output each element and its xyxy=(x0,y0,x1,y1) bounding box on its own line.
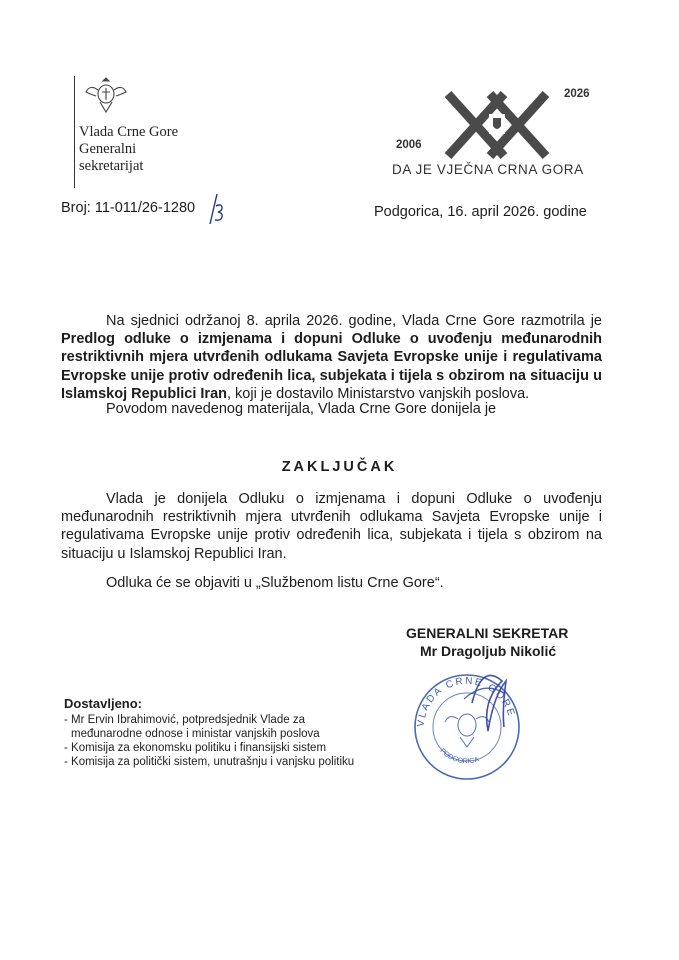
body-paragraph-publication: Odluka će se objaviti u „Službenom listu Crne Gore“. xyxy=(106,575,444,591)
reference-number: Broj: 11-011/26-1280 xyxy=(61,200,196,216)
handwritten-suffix xyxy=(203,190,225,226)
intro-end: , koji je dostavilo Ministarstvo vanjskih poslova. xyxy=(227,385,530,402)
seal-text: VLADA CRNE GORE xyxy=(415,675,517,728)
svg-text:PODGORICA xyxy=(438,747,480,765)
body-paragraph-conclusion: Vlada je donijela Odluku o izmjenama i dopuni Odluke o uvođenju međunarodnih restriktivnih mjera utvrđenih odlukama Savjeta Evropske unije i regulativama Evropske unije protiv određenih lica, subjekata i tijela s obzirom na situaciju u Islamskoj Republici Iran. xyxy=(61,491,602,562)
logo-year-end: 2026 xyxy=(564,88,590,100)
signatory-title: GENERALNI SEKRETAR xyxy=(406,625,569,641)
org-name-line: Generalni xyxy=(79,141,137,157)
coat-of-arms-icon xyxy=(80,74,132,118)
header-divider xyxy=(74,76,75,188)
proposal-title: Predlog odluke o izmjenama i dopuni Odluke o uvođenju međunarodnih restriktivnih mjera utvrđenih odlukama Savjeta Evropske unije i regulativama Evropske unije protiv određenih lica, subjekata i tijela s obzirom na situaciju u Islamskoj Republici Iran xyxy=(61,331,602,402)
org-name-line: Vlada Crne Gore xyxy=(79,124,179,140)
seal-city: PODGORICA xyxy=(438,747,480,766)
logo-year-start: 2006 xyxy=(396,139,422,151)
signatory-name: Mr Dragoljub Nikolić xyxy=(420,643,557,659)
distribution-item: - Mr Ervin Ibrahimović, potpredsjednik Vlade za xyxy=(64,714,305,726)
body-paragraph-intro xyxy=(61,312,602,403)
distribution-item: - Komisija za politički sistem, unutrašnju i vanjsku politiku xyxy=(64,756,355,768)
distribution-title: Dostavljeno: xyxy=(64,696,143,711)
body-paragraph-decision-lead: Povodom navedenog materijala, Vlada Crne Gore donijela je xyxy=(106,401,497,417)
intro-text: Na sjednici održanoj 8. aprila 2026. godine, Vlada Crne Gore razmotrila je xyxy=(106,313,602,329)
logo-slogan: DA JE VJEČNA CRNA GORA xyxy=(392,162,584,177)
conclusion-heading: ZAKLJUČAK xyxy=(281,459,398,475)
official-seal xyxy=(402,655,532,785)
svg-text:VLADA CRNE GORE xyxy=(416,676,517,728)
document-date: Podgorica, 16. april 2026. godine xyxy=(374,204,587,220)
distribution-item-continuation: međunarodne odnose i ministar vanjskih poslova xyxy=(71,728,320,740)
distribution-item: - Komisija za ekonomsku politiku i finansijski sistem xyxy=(64,742,327,754)
org-name-line: sekretarijat xyxy=(79,158,144,174)
